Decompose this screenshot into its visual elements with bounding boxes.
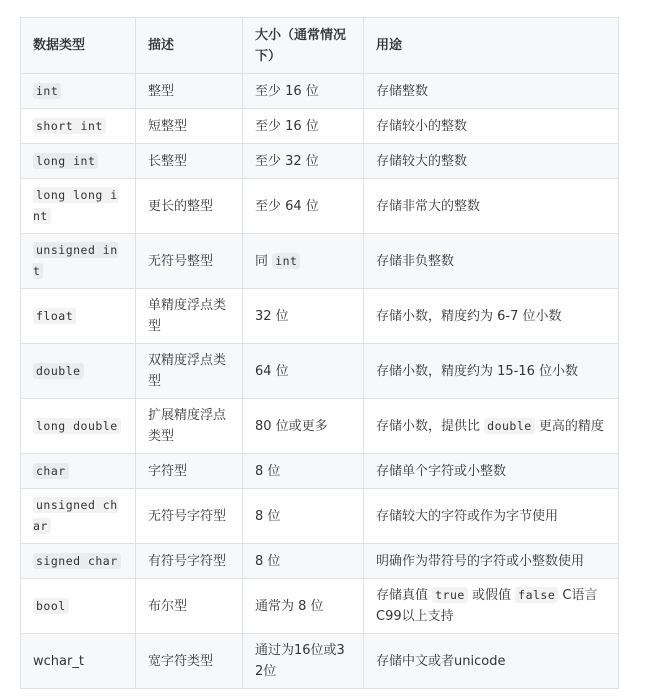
header-description: 描述: [136, 18, 243, 74]
type-code: int: [33, 83, 61, 99]
type-code: float: [33, 308, 76, 324]
table-row: [21, 544, 619, 579]
cell-size: 32 位: [243, 289, 364, 344]
cell-size: 8 位: [243, 489, 364, 544]
cell-use: 存储较大的整数: [364, 144, 619, 179]
cell-type: [21, 234, 136, 289]
cell-size: 通过为16位或32位: [243, 634, 364, 689]
cell-desc: 字符型: [136, 454, 243, 489]
cell-desc: 宽字符类型: [136, 634, 243, 689]
cell-type: [21, 634, 136, 689]
table-row: [21, 579, 619, 634]
table-row: [21, 634, 619, 689]
cell-desc: 双精度浮点类型: [136, 344, 243, 399]
cell-type: [21, 144, 136, 179]
size-prefix: 同: [255, 253, 269, 269]
cell-desc: 无符号整型: [136, 234, 243, 289]
cell-desc: 扩展精度浮点类型: [136, 399, 243, 454]
table-row: [21, 344, 619, 399]
size-code: int: [272, 253, 300, 269]
cell-size: 至少 16 位: [243, 74, 364, 109]
type-plain: wchar_t: [33, 653, 84, 669]
data-types-table: [20, 17, 619, 689]
use-mid: 或假值: [472, 588, 512, 603]
cell-size: 至少 32 位: [243, 144, 364, 179]
cell-type: [21, 109, 136, 144]
cell-use: 存储中文或者unicode: [364, 634, 619, 689]
type-code: bool: [33, 598, 69, 614]
header-size: 大小（通常情况下）: [243, 18, 364, 74]
table-row: [21, 109, 619, 144]
cell-desc: 单精度浮点类型: [136, 289, 243, 344]
cell-type: [21, 399, 136, 454]
use-code: true: [432, 587, 468, 603]
cell-type: [21, 179, 136, 234]
cell-desc: 整型: [136, 74, 243, 109]
cell-type: [21, 489, 136, 544]
header-usage: 用途: [364, 18, 619, 74]
cell-type: [21, 289, 136, 344]
type-code: unsigned char: [33, 498, 118, 533]
use-code-2: false: [515, 587, 558, 603]
type-code: char: [33, 463, 69, 479]
data-types-table-container: [20, 17, 618, 689]
table-row: [21, 179, 619, 234]
cell-size: 64 位: [243, 344, 364, 399]
cell-type: [21, 544, 136, 579]
cell-type: [21, 344, 136, 399]
table-row: [21, 74, 619, 109]
cell-use: 存储小数，精度约为 6-7 位小数: [364, 289, 619, 344]
cell-desc: 有符号字符型: [136, 544, 243, 579]
type-code: unsigned int: [33, 243, 118, 278]
cell-use: 存储非负整数: [364, 234, 619, 289]
type-code: long long int: [33, 188, 118, 223]
type-code: short int: [33, 118, 106, 134]
cell-size: 至少 64 位: [243, 179, 364, 234]
cell-use: [364, 399, 619, 454]
use-prefix: 存储真值: [376, 588, 429, 603]
cell-use: 存储较小的整数: [364, 109, 619, 144]
type-code: long double: [33, 418, 121, 434]
table-row: [21, 234, 619, 289]
use-suffix: C语言C99以上支持: [376, 588, 598, 624]
table-row: [21, 489, 619, 544]
table-row: [21, 144, 619, 179]
cell-desc: 更长的整型: [136, 179, 243, 234]
table-header-row: [21, 18, 619, 74]
cell-use: 存储单个字符或小整数: [364, 454, 619, 489]
use-suffix: 更高的精度: [538, 418, 604, 434]
cell-type: [21, 454, 136, 489]
table-row: [21, 399, 619, 454]
type-code: long int: [33, 153, 98, 169]
cell-desc: 无符号字符型: [136, 489, 243, 544]
cell-desc: 短整型: [136, 109, 243, 144]
table-row: [21, 454, 619, 489]
cell-use: [364, 579, 619, 634]
cell-size: [243, 234, 364, 289]
use-code: double: [484, 418, 535, 434]
table-row: [21, 289, 619, 344]
cell-type: [21, 579, 136, 634]
cell-use: 明确作为带符号的字符或小整数使用: [364, 544, 619, 579]
cell-use: 存储小数，精度约为 15-16 位小数: [364, 344, 619, 399]
cell-size: 8 位: [243, 544, 364, 579]
cell-use: 存储整数: [364, 74, 619, 109]
cell-size: 80 位或更多: [243, 399, 364, 454]
type-code: signed char: [33, 553, 121, 569]
cell-size: 8 位: [243, 454, 364, 489]
cell-desc: 长整型: [136, 144, 243, 179]
cell-size: 通常为 8 位: [243, 579, 364, 634]
cell-type: [21, 74, 136, 109]
use-prefix: 存储小数，提供比: [376, 418, 481, 434]
cell-use: 存储较大的字符或作为字节使用: [364, 489, 619, 544]
type-code: double: [33, 363, 84, 379]
cell-desc: 布尔型: [136, 579, 243, 634]
cell-size: 至少 16 位: [243, 109, 364, 144]
cell-use: 存储非常大的整数: [364, 179, 619, 234]
header-data-type: 数据类型: [21, 18, 136, 74]
